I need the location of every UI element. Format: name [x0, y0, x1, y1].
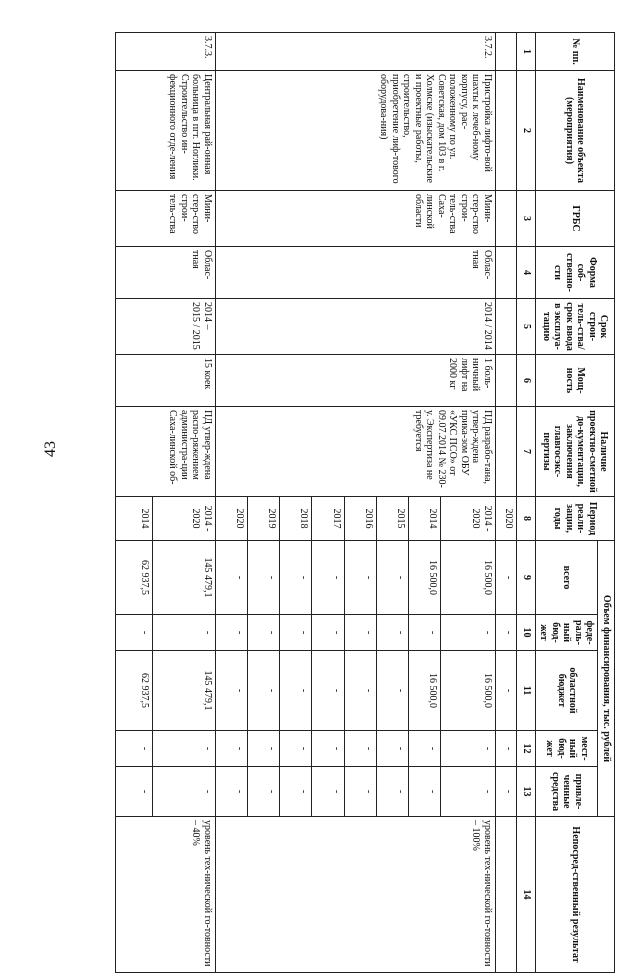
cell-local: - [247, 731, 279, 767]
cell-period: 2014 - 2020 [152, 497, 215, 541]
cell-attracted: - [247, 767, 279, 817]
cell-federal: - [496, 615, 517, 651]
cell-total: 16 500,0 [409, 541, 441, 615]
cell-regional: 145 479,1 [152, 651, 215, 731]
header-name: Наименование объекта (мероприятия) [536, 71, 615, 191]
cell-regional: - [312, 651, 344, 731]
header-num: № пп. [536, 33, 615, 71]
header-result: Непосред-ственный результат [536, 817, 615, 973]
cell-name: Центральная рай-онная больница в пгт. Ноглики. Строительство ин-фекционного отде-ления [116, 71, 216, 191]
col-number: 7 [517, 407, 536, 497]
cell-total: - [215, 541, 247, 615]
header-funding: Объем финансирования, тыс. рублей [598, 541, 615, 817]
cell-federal: - [312, 615, 344, 651]
cell-local: - [376, 731, 408, 767]
col-number: 6 [517, 355, 536, 407]
col-number: 13 [517, 767, 536, 817]
cell-local: - [116, 731, 153, 767]
cell-regional: - [376, 651, 408, 731]
cell-period: 2014 [409, 497, 441, 541]
cell-result: уровень тех-нической го-товности – 40% [116, 817, 216, 973]
rotated-table-wrapper [115, 32, 615, 967]
col-number: 10 [517, 615, 536, 651]
cell-federal: - [215, 615, 247, 651]
header-attracted: привле-ченные средства [536, 767, 599, 817]
funding-table [115, 32, 615, 973]
cell-local: - [312, 731, 344, 767]
cell-grbs: Мини-стер-ство строи-тель-ства Саха-линской области [215, 191, 495, 247]
cell-name: Пристройка лифто-вой шахты к лечеб-ному корпусу, рас-положенному по ул. Советская, дом 103 в г. Холмске (изыскательские и проектные работы, строительство, приобретение лиф-тового оборудова-ния) [215, 71, 495, 191]
cell-regional: - [496, 651, 517, 731]
col-number: 3 [517, 191, 536, 247]
cell-attracted: - [152, 767, 215, 817]
table-row [441, 33, 496, 973]
cell-federal: - [441, 615, 496, 651]
cell-total: - [312, 541, 344, 615]
cell-result: уровень тех-нической го-товности – 100% [215, 817, 495, 973]
cell-local: - [409, 731, 441, 767]
col-number: 5 [517, 299, 536, 355]
cell-pd: ПД разрабо-тана, утвер-ждена прика-зом ОБУ «УКС ПСО» от 09.07.2014 № 230-у. Экспертиза не требуется [215, 407, 495, 497]
col-number: 11 [517, 651, 536, 731]
cell-ownership: Облас-тная [116, 247, 216, 299]
cell-pd: ПД утвер-ждена распо-ряжением администра-ции Саха-линской об- [116, 407, 216, 497]
cell-federal: - [280, 615, 312, 651]
header-local: мест-ный бюд-жет [536, 731, 599, 767]
cell-federal: - [376, 615, 408, 651]
header-pd: Наличие проектно-сметной до-кументации, заключения главгосэкс-пертизы [536, 407, 615, 497]
cell-num: 3.7.2. [215, 33, 495, 71]
cell-federal: - [116, 615, 153, 651]
cell-attracted: - [344, 767, 376, 817]
cell-attracted: - [280, 767, 312, 817]
cell-local: - [215, 731, 247, 767]
cell-total: 145 479,1 [152, 541, 215, 615]
cell-federal: - [152, 615, 215, 651]
cell-period: 2015 [376, 497, 408, 541]
cell-attracted: - [116, 767, 153, 817]
cell-regional: 16 500,0 [441, 651, 496, 731]
cell-period: 2016 [344, 497, 376, 541]
header-grbs: ГРБС [536, 191, 615, 247]
cell-total: - [247, 541, 279, 615]
cell-regional: - [280, 651, 312, 731]
cell-capacity: 15 коек [116, 355, 216, 407]
cell-regional: - [344, 651, 376, 731]
col-number: 1 [517, 33, 536, 71]
cell-local: - [344, 731, 376, 767]
cell-period: 2014 - 2020 [441, 497, 496, 541]
cell-regional: - [247, 651, 279, 731]
cell-local: - [152, 731, 215, 767]
cell-num: 3.7.3. [116, 33, 216, 71]
cell-attracted: - [409, 767, 441, 817]
cell-regional: 62 937,5 [116, 651, 153, 731]
header-total: всего [536, 541, 599, 615]
header-ownership: Форма соб-ственно-сти [536, 247, 615, 299]
header-regional: областной бюджет [536, 651, 599, 731]
cell-regional: 16 500,0 [409, 651, 441, 731]
cell-total: 16 500,0 [441, 541, 496, 615]
cell-term: 2014 – 2015 / 2015 [116, 299, 216, 355]
cell-local: - [496, 731, 517, 767]
header-capacity: Мощ-ность [536, 355, 615, 407]
header-federal: феде-раль-ный бюд-жет [536, 615, 599, 651]
cell-period: 2014 [116, 497, 153, 541]
col-number: 2 [517, 71, 536, 191]
cell-local: - [280, 731, 312, 767]
cell-local: - [441, 731, 496, 767]
col-number: 12 [517, 731, 536, 767]
cell-capacity: 1 боль-ничный лифт на 2000 кг [215, 355, 495, 407]
cell-term: 2014 / 2014 [215, 299, 495, 355]
cell-total: - [496, 541, 517, 615]
cell-period: 2018 [280, 497, 312, 541]
cell-period: 2019 [247, 497, 279, 541]
table-row [152, 33, 215, 973]
cell-attracted: - [312, 767, 344, 817]
col-number: 14 [517, 817, 536, 973]
cell-period: 2020 [496, 497, 517, 541]
cell-total: - [344, 541, 376, 615]
table-row [496, 33, 517, 973]
cell-period: 2017 [312, 497, 344, 541]
cell-federal: - [409, 615, 441, 651]
cell-attracted: - [215, 767, 247, 817]
cell-ownership: Облас-тная [215, 247, 495, 299]
col-number: 4 [517, 247, 536, 299]
col-number: 9 [517, 541, 536, 615]
cell-period: 2020 [215, 497, 247, 541]
cell-attracted: - [496, 767, 517, 817]
header-term: Срок строи-тель-ства/срок ввода в эксплуа-тацию [536, 299, 615, 355]
cell-federal: - [344, 615, 376, 651]
cell-grbs: Мини-стер-ство строи-тель-ства [116, 191, 216, 247]
header-period: Период реали-зации, годы [536, 497, 615, 541]
cell-attracted: - [376, 767, 408, 817]
cell-total: - [280, 541, 312, 615]
cell-total: - [376, 541, 408, 615]
col-number: 8 [517, 497, 536, 541]
page-number: 43 [42, 441, 59, 457]
cell-regional: - [215, 651, 247, 731]
cell-attracted: - [441, 767, 496, 817]
cell-federal: - [247, 615, 279, 651]
cell-total: 62 937,5 [116, 541, 153, 615]
